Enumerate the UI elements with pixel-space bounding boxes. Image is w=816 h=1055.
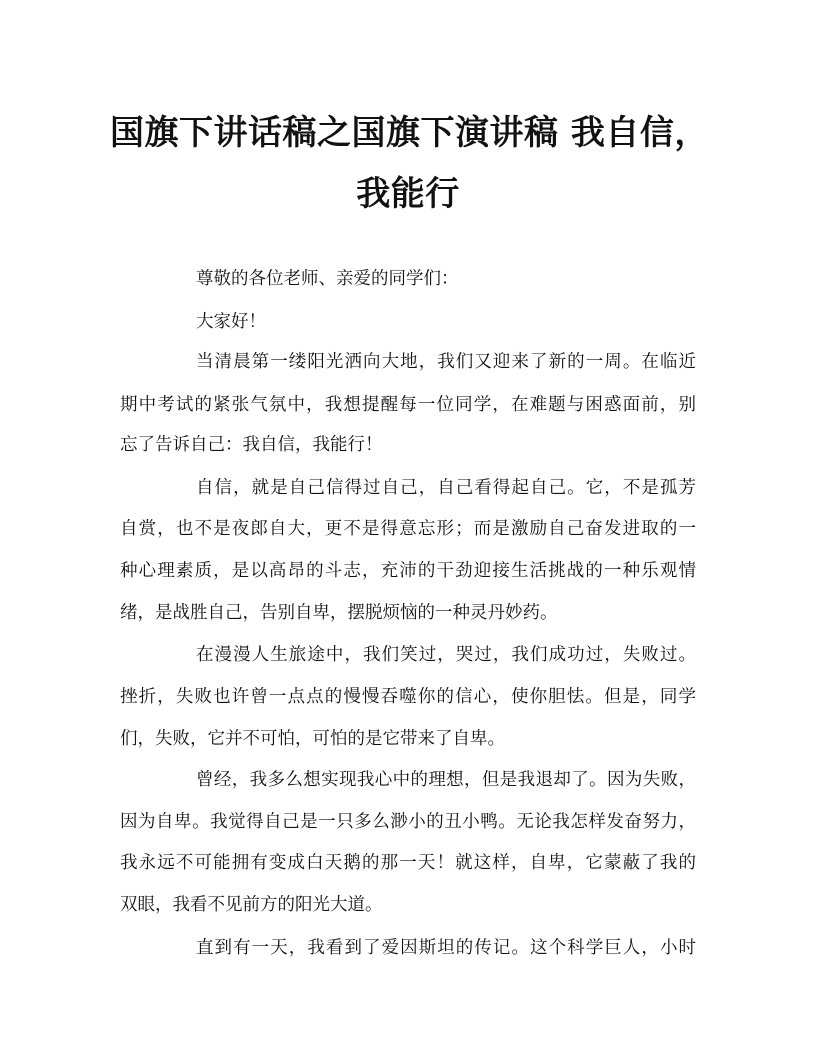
paragraph-1-line: 期中考试的紧张气氛中，我想提醒每一位同学，在难题与困惑面前，别 (120, 395, 696, 415)
paragraph-4-line: 曾经，我多么想实现我心中的理想，但是我退却了。因为失败， (196, 770, 696, 790)
salutation: 尊敬的各位老师、亲爱的同学们： (196, 269, 459, 289)
paragraph-2-line: 自赏，也不是夜郎自大，更不是得意忘形；而是激励自己奋发进取的一 (120, 519, 696, 539)
paragraph-2-line: 自信，就是自己信得过自己，自己看得起自己。它，不是孤芳 (196, 478, 696, 498)
paragraph-3-line: 们，失败，它并不可怕，可怕的是它带来了自卑。 (120, 729, 505, 749)
paragraph-1-line: 忘了告诉自己：我自信，我能行！ (120, 435, 383, 455)
document-title-line-1: 国旗下讲话稿之国旗下演讲稿 我自信， (110, 113, 709, 153)
paragraph-4-line: 我永远不可能拥有变成白天鹅的那一天！就这样，自卑，它蒙蔽了我的 (120, 853, 696, 873)
paragraph-2-line: 绪，是战胜自己，告别自卑，摆脱烦恼的一种灵丹妙药。 (120, 603, 558, 623)
paragraph-1-line: 当清晨第一缕阳光洒向大地，我们又迎来了新的一周。在临近 (196, 352, 696, 372)
document-title-line-2: 我能行 (356, 174, 460, 214)
paragraph-2-line: 种心理素质，是以高昂的斗志，充沛的干劲迎接生活挑战的一种乐观情 (120, 561, 696, 581)
paragraph-4-line: 因为自卑。我觉得自己是一只多么渺小的丑小鸭。无论我怎样发奋努力， (120, 812, 696, 832)
paragraph-4-line: 双眼，我看不见前方的阳光大道。 (120, 895, 383, 915)
greeting: 大家好！ (196, 312, 266, 332)
paragraph-5-line: 直到有一天，我看到了爱因斯坦的传记。这个科学巨人，小时 (196, 938, 696, 958)
paragraph-3-line: 在漫漫人生旅途中，我们笑过，哭过，我们成功过，失败过。 (196, 645, 696, 665)
paragraph-3-line: 挫折，失败也许曾一点点的慢慢吞噬你的信心，使你胆怯。但是，同学 (120, 687, 696, 707)
